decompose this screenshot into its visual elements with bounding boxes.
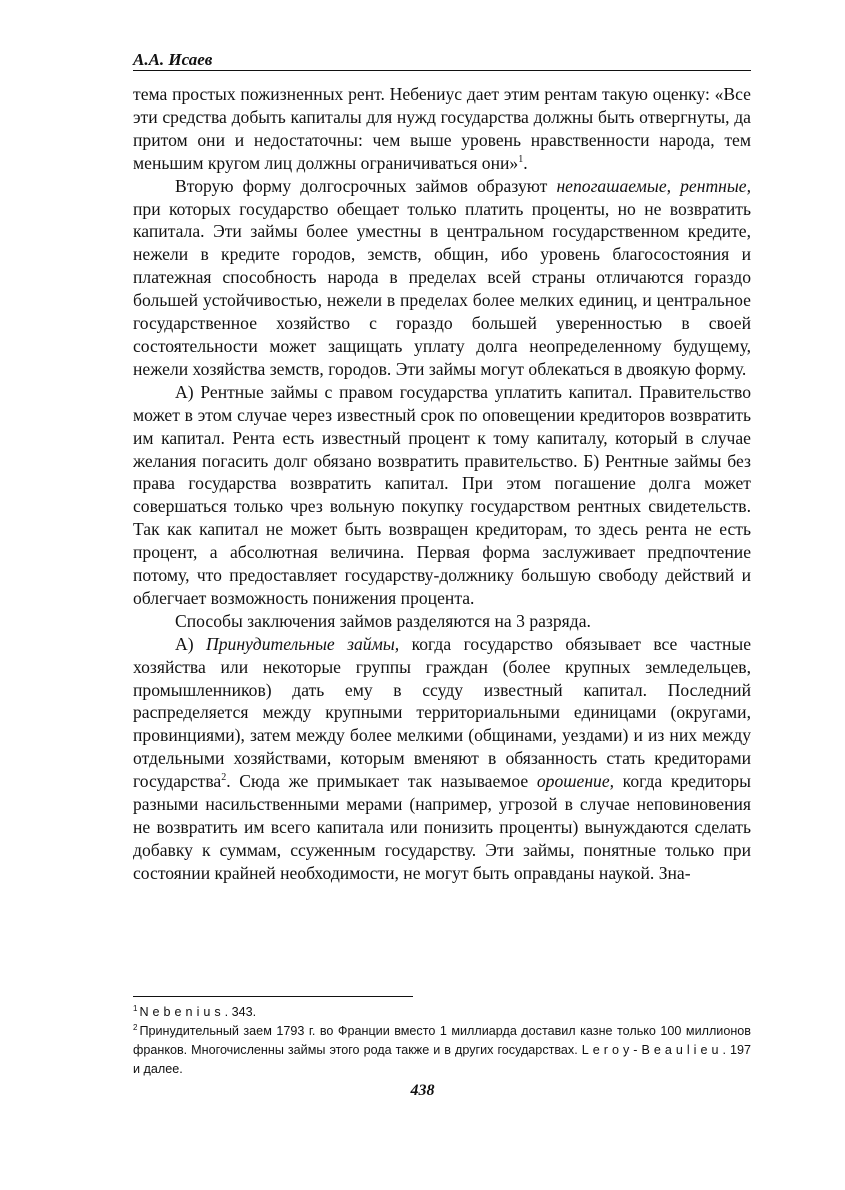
page-number: 438 [410, 1082, 435, 1099]
paragraph-5-emphasis: Принудительные займы, [206, 633, 400, 654]
paragraph-5-text-a: А) [175, 633, 207, 654]
footnote-1-number: 1 [133, 1003, 138, 1013]
paragraph-5-text-b: когда государство обязывает все частные хозяйства или некоторые группы граждан (более крупных земледельцев, промышленников) дать ему в ссуду известный капитал. Последний распределяется между крупными территориальными единицами (округами, провинциями), затем между более мелкими (общинами, уездами) и из них между отдельными хозяйствами, которым вменяют в обязанность стать кредиторами государства [133, 633, 752, 792]
header-rule [133, 70, 751, 71]
body-text [133, 83, 751, 885]
paragraph-2-emphasis: непогашаемые, рентные, [556, 175, 751, 196]
footnote-2-number: 2 [133, 1022, 138, 1032]
footnote-ref-2[interactable]: 2 [221, 772, 227, 784]
footnote-1-rest: . 343. [224, 1005, 257, 1019]
paragraph-5-emphasis-2: орошение, [536, 771, 615, 792]
paragraph-2-text-a: Вторую форму долгосрочных займов образуют [175, 175, 557, 196]
footnote-2-rest: . 197 и далее. [133, 1043, 751, 1076]
footnotes [133, 1003, 751, 1079]
paragraph-4: Способы заключения займов разделяются на 3 разряда. [175, 610, 591, 631]
footnote-1-author: Nebenius [139, 1005, 225, 1019]
paragraph-2-text-b: при которых государство обещает только платить проценты, но не возвратить капитала. Эти займы более уместны в центральном государственном кредите, нежели в кредите городов, земств, общин, ибо уровень благосостояния и платежная способность народа в пределах всей страны отличаются гораздо большей устойчивостью, нежели в пределах более мелких единиц, и центральное государственное хозяйство с гораздо большей уверенностью в своей состоятельности может защищать уплату долга неопределенному будущему, нежели хозяйства земств, городов. Эти займы могут облекаться в двоякую форму. [133, 198, 751, 379]
footnote-rule [133, 996, 413, 997]
footnote-2 [133, 1022, 751, 1079]
footnote-1 [133, 1003, 751, 1022]
paragraph-1 [133, 83, 751, 175]
footnote-2-author: Leroy-Beaulieu [581, 1043, 723, 1057]
paragraph-1-text: тема простых пожизненных рент. Небениус дает этим рентам такую оценку: «Все эти средства добыть капиталы для нужд государства должны быть отвергнуты, да притом они и недостаточны: чем выше уровень нравственности народа, тем меньшим кругом лиц должны ограничиваться они» [133, 84, 751, 173]
paragraph-5-text-c: . Сюда же примыкает так называемое [226, 771, 537, 792]
running-head: А.А. Исаев [133, 50, 213, 69]
paragraph-5-text-d: когда кредиторы разными насильственными мерами (например, угрозой в случае неповиновения не возвратить им всего капитала или понизить проценты) вынуждаются сделать добавку к суммам, ссуженным государству. Эти займы, понятные только при состоянии крайней необходимости, не могут быть оправданы наукой. Зна- [133, 771, 751, 883]
paragraph-3: А) Рентные займы с правом государства уплатить капитал. Правительство может в этом случае через известный срок по оповещении кредиторов возвратить им капитал. Рента есть известный процент к тому капиталу, который в случае желания погасить долг обязано возвратить правительство. Б) Рентные займы без права государства возвратить капитал. При этом погашение долга может совершаться только чрез вольную покупку государством рентных свидетельств. Так как капитал не может быть возвращен кредиторам, то здесь рента не есть процент, а абсолютная величина. Первая форма заслуживает предпочтение потому, что предоставляет государству-должнику большую свободу действий и облегчает возможность понижения процента. [133, 381, 751, 608]
paragraph-5 [133, 633, 751, 885]
paragraph-2 [133, 175, 751, 381]
footnote-ref-1[interactable]: 1 [518, 153, 524, 165]
footnote-2-text: Принудительный заем 1793 г. во Франции вместо 1 миллиарда доставил казне только 100 миллионов франков. Многочисленны займы этого рода также и в других государствах. [133, 1024, 751, 1057]
paragraph-1-end: . [523, 152, 528, 173]
